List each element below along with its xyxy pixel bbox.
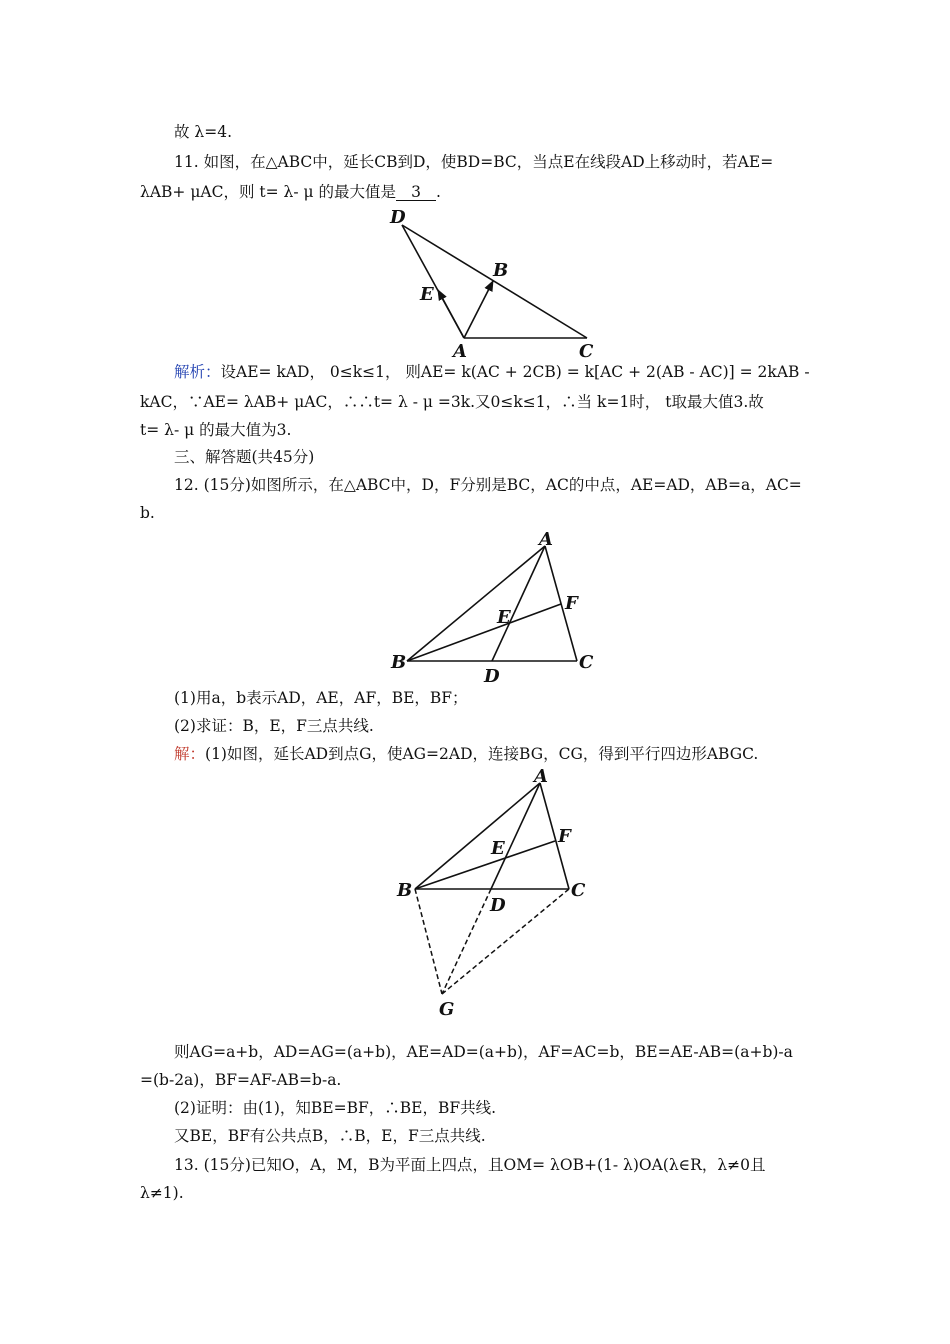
label-C: C: [579, 652, 594, 673]
label-A: A: [453, 341, 467, 362]
label-B: B: [391, 652, 407, 673]
proof-line-1: (2)证明：由(1)，知BE=BF，∴BE，BF共线.: [174, 1099, 497, 1117]
problem-11-text: λAB+ μAC，则 t= λ- μ 的最大值是: [140, 183, 397, 201]
analysis-line-1: [174, 362, 810, 382]
label-D: D: [490, 895, 506, 916]
problem-13-line-2: λ≠1).: [140, 1184, 184, 1202]
label-D: D: [390, 207, 406, 228]
proof-line-2: 又BE，BF有公共点B，∴B，E，F三点共线.: [174, 1127, 486, 1145]
vector-AB: [464, 281, 493, 338]
analysis-line-3: t= λ- μ 的最大值为3.: [140, 421, 292, 439]
label-E: E: [420, 284, 434, 305]
section-heading: 三、解答题(共45分): [174, 448, 315, 466]
problem-12-part-1: (1)用a，b表示AD，AE，AF，BE，BF；: [174, 689, 468, 707]
problem-12-line-1: 12. (15分)如图所示，在△ABC中，D，F分别是BC，AC的中点，AE=AD，AB=a，AC=: [174, 476, 802, 494]
problem-12-line-2: b.: [140, 504, 155, 522]
label-C: C: [571, 880, 586, 901]
label-C: C: [579, 341, 594, 362]
label-D: D: [484, 666, 500, 687]
segment-BF: [407, 604, 561, 661]
vector-AE: [438, 290, 464, 338]
problem-12-part-2: (2)求证：B，E，F三点共线.: [174, 717, 374, 735]
label-E: E: [491, 838, 505, 859]
analysis-label: 解析：: [174, 363, 221, 381]
problem-11-line-2: [140, 182, 441, 202]
solution-line-1: [174, 744, 758, 764]
text-line-1: 故 λ=4.: [174, 123, 233, 141]
solution-label: 解：: [174, 745, 206, 763]
figure-1-diagram: [380, 205, 610, 365]
label-F: F: [558, 826, 571, 847]
label-G: G: [439, 999, 455, 1020]
label-A: A: [539, 529, 553, 550]
segment-BA: [407, 546, 545, 661]
solution-line-2: 则AG=a+b，AD=AG=(a+b)，AE=AD=(a+b)，AF=AC=b，BE=AE-AB=(a+b)-a: [174, 1043, 793, 1061]
analysis-line-2: kAC，∵AE= λAB+ μAC，∴∴t= λ - μ =3k.又0≤k≤1，∴当 k=1时， t取最大值3.故: [140, 393, 764, 411]
segment-BG: [415, 889, 442, 994]
answer-blank: 3: [396, 184, 436, 201]
label-B: B: [493, 260, 509, 281]
segment-DG: [442, 889, 491, 994]
segment-BF: [415, 841, 555, 889]
problem-13-line-1: 13. (15分)已知O，A，M，B为平面上四点，且OM= λOB+(1- λ)OA(λ∈R，λ≠0且: [174, 1156, 766, 1174]
solution-line-3: =(b-2a)，BF=AF-AB=b-a.: [140, 1071, 342, 1089]
label-E: E: [497, 607, 511, 628]
segment-BA: [415, 783, 540, 889]
analysis-text: 设AE= kAD， 0≤k≤1， 则AE= k(AC + 2CB) = k[AC + 2(AB - AC)] = 2kAB -: [220, 363, 810, 381]
figure-2-diagram: [385, 525, 605, 687]
label-B: B: [397, 880, 413, 901]
segment-AD: [491, 783, 540, 889]
label-F: F: [565, 593, 578, 614]
period: .: [436, 183, 441, 201]
segment-AD: [492, 546, 545, 661]
segment-DC: [402, 225, 587, 338]
figure-3-diagram: [385, 765, 615, 1027]
problem-11-line-1: 11. 如图，在△ABC中，延长CB到D，使BD=BC，当点E在线段AD上移动时，若AE=: [174, 153, 774, 171]
label-A: A: [534, 766, 548, 787]
solution-text: (1)如图，延长AD到点G，使AG=2AD，连接BG，CG，得到平行四边形ABGC.: [205, 745, 759, 763]
